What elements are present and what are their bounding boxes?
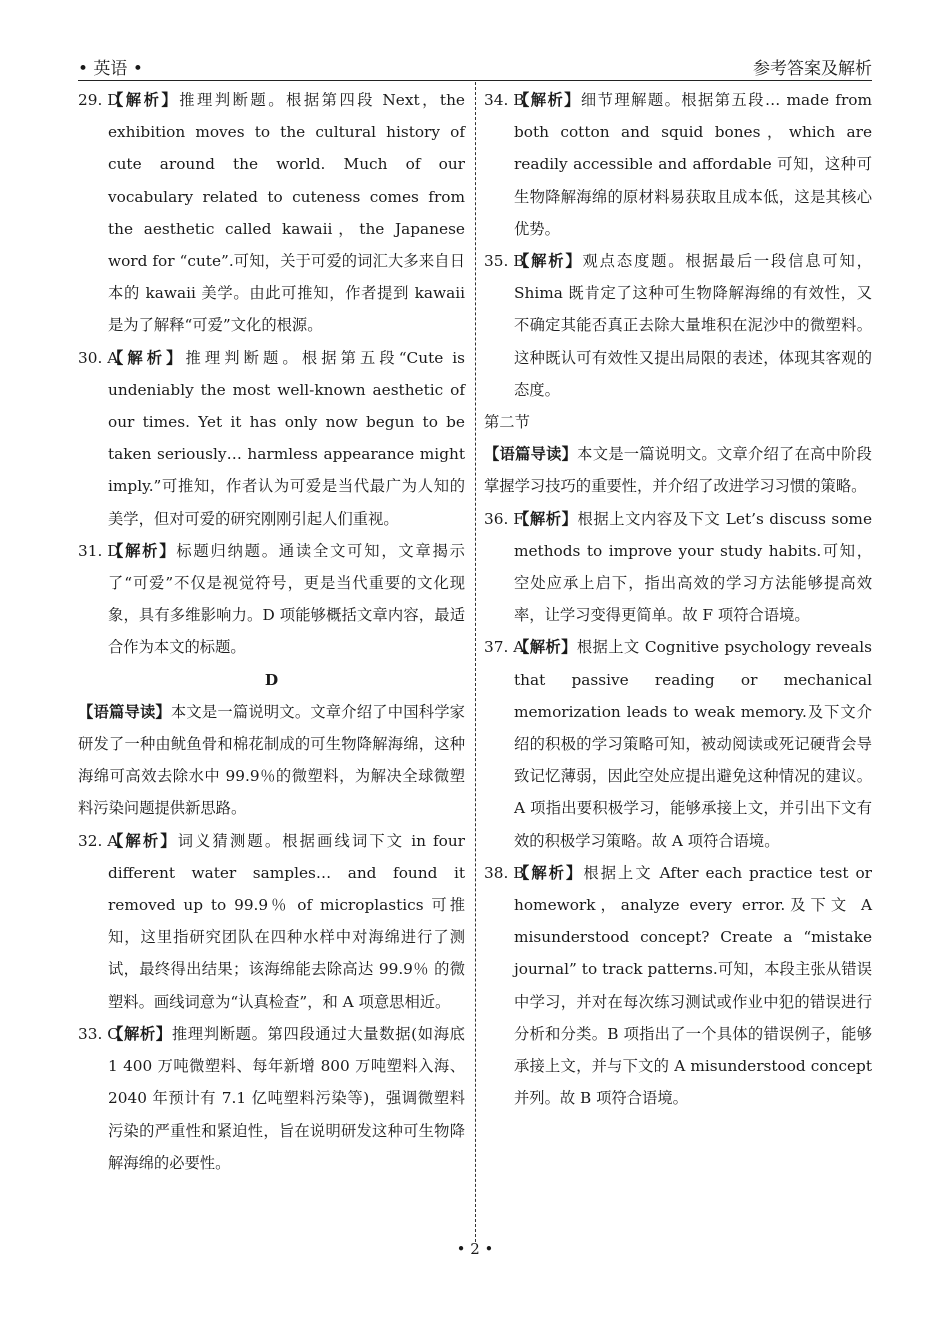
answer-text: 推理判断题。根据第四段 Next，the exhibition moves to the cultural history of cute around the world. Much of our vocabulary related to cuteness comes from the aesthetic called kawaii，the Japanese word for “cute”.可知，关于可爱的词汇大多来自日本的 kawaii 美学。由此可推知，作者提到 kawaii 是为了解释“可爱”文化的根源。 bbox=[108, 91, 465, 335]
guide-tag: 【语篇导读】 bbox=[484, 445, 578, 464]
answer-text: 细节理解题。根据第五段… made from both cotton and squid bones，which are readily accessible and affordable 可知，这种可生物降解海绵的原材料易获取且成本低，这是其核心优势。 bbox=[514, 91, 872, 238]
answer-text: 观点态度题。根据最后一段信息可知，Shima 既肯定了这种可生物降解海绵的有效性，又不确定其能否真正去除大量堆积在泥沙中的微塑料。这种既认可有效性又提出局限的表述，体现其客观的态度。 bbox=[514, 252, 872, 399]
analysis-tag: 【解析】 bbox=[514, 252, 583, 271]
answer-31 bbox=[78, 535, 465, 664]
answer-number: 32. A bbox=[78, 831, 119, 850]
answer-number: 37. A bbox=[484, 638, 525, 657]
subject-label: • 英语 • bbox=[78, 59, 143, 79]
section-2-heading: 第二节 bbox=[484, 413, 530, 432]
answer-34 bbox=[484, 84, 872, 245]
answer-number: 35. B bbox=[484, 252, 525, 271]
answer-30 bbox=[78, 342, 465, 535]
header-title: 参考答案及解析 bbox=[753, 59, 872, 79]
answer-text: 词义猜测题。根据画线词下文 in four different water samples… and found it removed up to 99.9％ of microplastics 可推知，这里指研究团队在四种水样中对海绵进行了测试，最终得出结果；该海绵能去除高达 99.9％ 的微塑料。画线词意为“认真检查”，和 A 项意思相近。 bbox=[108, 831, 465, 1011]
answer-text: 推理判断题。第四段通过大量数据(如海底 1 400 万吨微塑料、每年新增 800 万吨塑料入海、2040 年预计有 7.1 亿吨塑料污染等)，强调微塑料污染的严重性和紧迫性，旨在说明研发这种可生物降解海绵的必要性。 bbox=[108, 1024, 465, 1172]
guide-text: 本文是一篇说明文。文章介绍了中国科学家研发了一种由鱿鱼骨和棉花制成的可生物降解海绵，这种海绵可高效去除水中 99.9％的微塑料，为解决全球微塑料污染问题提供新思路。 bbox=[78, 702, 465, 818]
passage-guide-d bbox=[78, 696, 465, 825]
answer-38 bbox=[484, 857, 872, 1115]
answer-37 bbox=[484, 631, 872, 856]
answer-35 bbox=[484, 245, 872, 406]
answer-text: 根据上文 Cognitive psychology reveals that passive reading or mechanical memorization leads to weak memory.及下文介绍的积极的学习策略可知，被动阅读或死记硬背会导致记忆薄弱，因此空处应提出避免这种情况的建议。A 项指出要积极学习，能够承接上文，并引出下文有效的积极学习策略。故 A 项符合语境。 bbox=[514, 638, 872, 850]
answer-32 bbox=[78, 825, 465, 1018]
answer-number: 30. A bbox=[78, 348, 119, 367]
answer-text: 标题归纳题。通读全文可知，文章揭示了“可爱”不仅是视觉符号，更是当代重要的文化现象，具有多维影响力。D 项能够概括文章内容，最适合作为本文的标题。 bbox=[108, 541, 465, 657]
guide-tag: 【语篇导读】 bbox=[78, 702, 171, 721]
answer-number: 33. C bbox=[78, 1024, 119, 1043]
analysis-tag: 【解析】 bbox=[108, 91, 180, 109]
answer-text: 根据上文内容及下文 Let’s discuss some methods to improve your study habits.可知，空处应承上启下，指出高效的学习方法能够提高效率，让学习变得更简单。故 F 项符合语境。 bbox=[514, 509, 872, 625]
answer-number: 29. D bbox=[78, 91, 120, 109]
column-divider bbox=[475, 82, 476, 1242]
analysis-tag: 【解析】 bbox=[108, 541, 177, 560]
analysis-tag: 【解析】 bbox=[108, 1024, 172, 1043]
answer-number: 36. F bbox=[484, 509, 524, 528]
answer-number: 38. B bbox=[484, 863, 525, 882]
answer-36 bbox=[484, 503, 872, 632]
analysis-tag: 【解析】 bbox=[514, 638, 577, 657]
analysis-tag: 【解析】 bbox=[514, 863, 584, 882]
answer-text: 根据上文 After each practice test or homework，analyze every error.及下文 A misunderstood concept? Create a “mistake journal” to track patterns.可知，本段主张从错误中学习，并对在每次练习测试或作业中犯的错误进行分析和分类。B 项指出了一个具体的错误例子，能够承接上文，并与下文的 A misunderstood concept 并列。故 B 项符合语境。 bbox=[514, 863, 872, 1108]
left-column bbox=[78, 84, 465, 1179]
section-d-heading: D bbox=[264, 670, 279, 689]
page-number: • 2 • bbox=[456, 1240, 494, 1258]
answer-text: 推理判断题。根据第五段“Cute is undeniably the most well-known aesthetic of our times. Yet it has only now begun to be taken seriously… harmless appearance might imply.”可推知，作者认为可爱是当代最广为人知的美学，但对可爱的研究刚刚引起人们重视。 bbox=[108, 348, 465, 528]
right-column bbox=[484, 84, 872, 1115]
analysis-tag: 【解析】 bbox=[514, 91, 581, 109]
analysis-tag: 【解析】 bbox=[108, 831, 178, 850]
analysis-tag: 【解析】 bbox=[514, 509, 578, 528]
analysis-tag: 【解析】 bbox=[108, 348, 186, 367]
passage-guide-section2 bbox=[484, 438, 872, 502]
answer-29 bbox=[78, 84, 465, 342]
answer-33 bbox=[78, 1018, 465, 1179]
page-header bbox=[78, 50, 872, 81]
answer-number: 34. B bbox=[484, 91, 525, 109]
guide-text: 本文是一篇说明文。文章介绍了在高中阶段掌握学习技巧的重要性，并介绍了改进学习习惯的策略。 bbox=[484, 445, 872, 496]
answer-number: 31. D bbox=[78, 541, 120, 560]
